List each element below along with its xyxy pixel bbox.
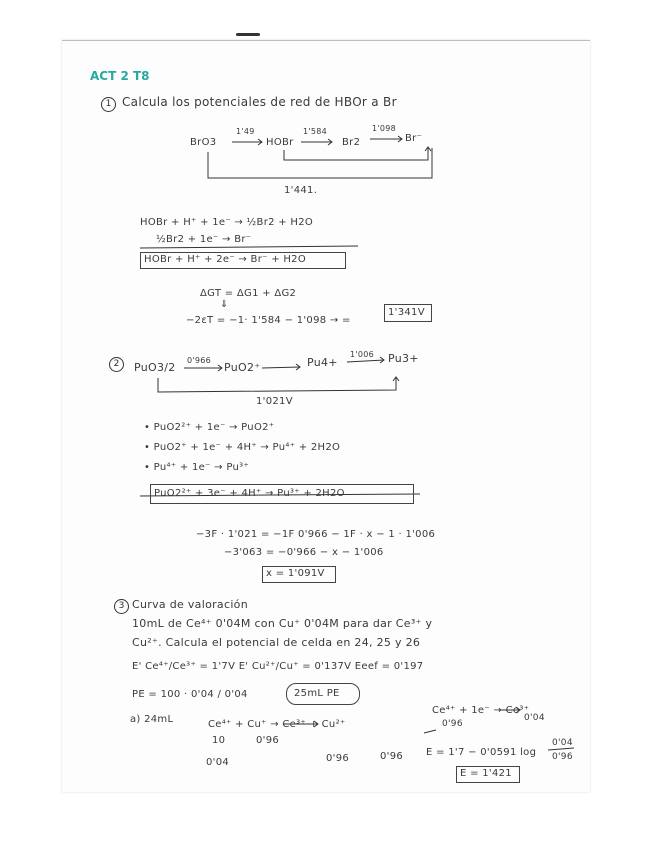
part-a-label: a) 24mL [130,714,174,725]
potential-2-3: 1'006 [350,350,375,359]
species-puo2: PuO2⁺ [224,361,261,374]
final-ce4: 0'04 [206,757,230,768]
species-pu4: Pu4+ [307,356,338,369]
exercise-2-number: 2 [109,357,124,372]
overall-potential-1: 1'441. [284,185,318,196]
final-cu2: 0'96 [380,751,404,762]
potential-2: 1'584 [303,127,328,136]
reaction-2a: • PuO2²⁺ + 1e⁻ → PuO2⁺ [144,422,275,433]
species-br2: Br2 [342,137,361,148]
page-title: ACT 2 T8 [90,69,150,83]
exercise-3-line-3: Cu²⁺. Calcula el potencial de celda en 24, 25 y 26 [132,636,421,649]
potential-3: 1'098 [372,124,397,133]
potential-1: 1'49 [236,127,255,136]
calc-2b: −3'063 = −0'966 − x − 1'006 [224,547,384,558]
species-pu3: Pu3+ [388,352,419,365]
overall-potential-2: 1'021V [256,396,293,407]
calc-2a: −3F · 1'021 = −1F 0'966 − 1F · x − 1 · 1'006 [196,529,436,540]
ce-half-reaction: Ce⁴⁺ + 1e⁻ → Ce³⁺ [432,705,530,716]
implies-arrow: ⇓ [220,299,229,310]
exercise-3-title: Curva de valoración [132,598,248,611]
scanned-page [62,40,590,792]
exercise-1-number: 1 [101,97,116,112]
reaction-1b: ½Br2 + 1e⁻ → Br⁻ [156,234,252,245]
answer-2: x = 1'091V [266,568,325,579]
equivalence-point-answer: 25mL PE [294,688,340,699]
reaction-2c: • Pu⁴⁺ + 1e⁻ → Pu³⁺ [144,462,250,473]
reaction-2b: • PuO2⁺ + 1e⁻ + 4H⁺ → Pu⁴⁺ + 2H2O [144,442,341,453]
calc-1: −2εT = −1· 1'584 − 1'098 → = [186,315,351,326]
gibbs-sum: ΔGT = ΔG1 + ΔG2 [200,288,297,299]
species-bro3: BrO3 [190,137,217,148]
potential-2-1: 0'966 [187,356,212,365]
page-edge [62,40,590,41]
answer-1: 1'341V [388,307,425,318]
reaction-1a: HOBr + H⁺ + 1e⁻ → ½Br2 + H2O [140,217,314,228]
exercise-1-statement: Calcula los potenciales de red de HBOr a Br [122,95,397,109]
exercise-3-potentials: E' Ce⁴⁺/Ce³⁺ = 1'7V E' Cu²⁺/Cu⁺ = 0'137V Eeef = 0'197 [132,661,424,672]
reaction-1-total: HOBr + H⁺ + 2e⁻ → Br⁻ + H2O [144,254,307,265]
species-hobr: HOBr [266,137,294,148]
answer-3: E = 1'421 [460,768,512,779]
titration-reaction: Ce⁴⁺ + Cu⁺ → Ce³⁺ + Cu²⁺ [208,719,346,730]
exercise-3-number: 3 [114,599,129,614]
scan-mark [236,33,260,36]
nernst-denominator: 0'96 [552,752,573,762]
nernst-equation: E = 1'7 − 0'0591 log [426,747,537,758]
exercise-3-line-2: 10mL de Ce⁴⁺ 0'04M con Cu⁺ 0'04M para dar Ce³⁺ y [132,617,433,630]
reaction-2-total: PuO2²⁺ + 3e⁻ + 4H⁺ → Pu³⁺ + 2H2O [154,488,345,499]
initial-ce: 10 [212,735,226,746]
equivalence-point-calc: PE = 100 · 0'04 / 0'04 [132,689,248,700]
final-ce3: 0'96 [326,753,350,764]
half-reaction-ce4-conc: 0'96 [442,719,463,729]
species-br-minus: Br⁻ [405,133,423,144]
initial-cu: 0'96 [256,735,280,746]
nernst-numerator: 0'04 [552,738,573,748]
half-reaction-ce3-conc: 0'04 [524,713,545,723]
species-puo3: PuO3/2 [134,361,176,374]
